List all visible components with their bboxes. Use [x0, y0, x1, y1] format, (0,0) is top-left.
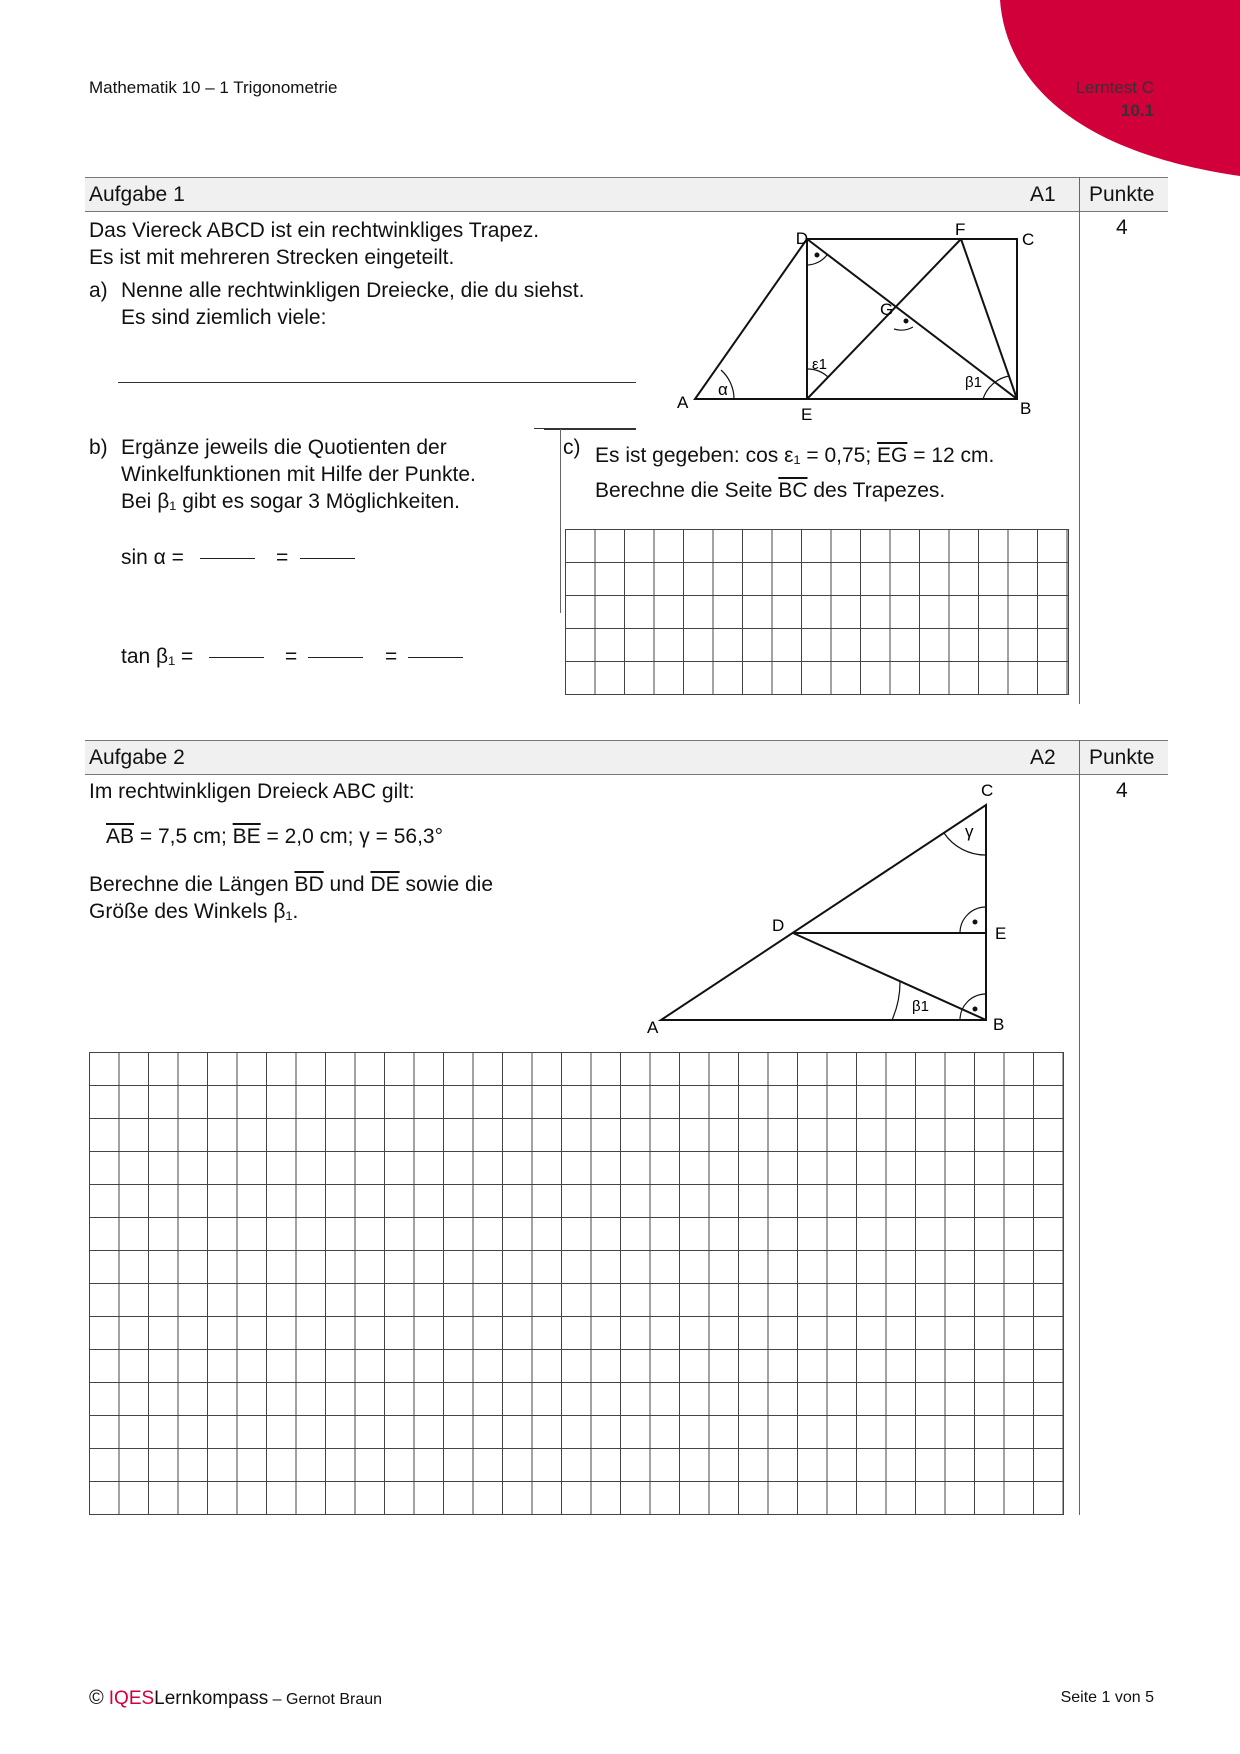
- segment-de: $\overline{DE}$: [370, 873, 400, 896]
- fig1-label-g: G: [880, 300, 894, 319]
- triangle-figure: [640, 775, 1020, 1040]
- task2-points-divider: [1079, 740, 1080, 1515]
- sin-fraction-1[interactable]: [200, 558, 255, 559]
- task1-c-task-suffix: des Trapezes.: [813, 479, 946, 502]
- task2-intro: Im rechtwinkligen Dreieck ABC gilt:: [89, 780, 415, 803]
- task1-a-line2: Es sind ziemlich viele:: [121, 306, 327, 329]
- task1-b-top-line: [544, 429, 636, 430]
- tan-fraction-2[interactable]: [308, 657, 363, 658]
- fig2-label-e: E: [995, 924, 1007, 943]
- segment-be: $\overline{BE}$: [232, 825, 261, 848]
- fig2-label-d: D: [772, 916, 785, 935]
- tan-fraction-3[interactable]: [408, 657, 463, 658]
- fig2-label-c: C: [981, 781, 994, 800]
- fig1-label-c: C: [1022, 230, 1035, 249]
- task1-points: 4: [1116, 216, 1128, 239]
- tan-equals-1: =: [285, 645, 298, 668]
- task1-b-hint-prefix: Bei: [121, 490, 158, 513]
- task1-c-given: [595, 442, 994, 469]
- task2-points: 4: [1116, 779, 1128, 802]
- fig1-label-e: E: [801, 405, 813, 420]
- task1-a-line1: Nenne alle rechtwinkligen Dreiecke, die du siehst.: [121, 279, 585, 302]
- footer-author: – Gernot Braun: [268, 1691, 383, 1708]
- task2-given-ab-value: = 7,5 cm;: [139, 825, 227, 848]
- task1-c-task-prefix: Berechne die Seite: [595, 479, 773, 502]
- task1-c-given-prefix: Es ist gegeben: cos ε₁ = 0,75;: [595, 444, 872, 467]
- task1-b-beta: β₁: [157, 490, 177, 513]
- task2-given: [106, 823, 443, 850]
- right-angle-dot-e: [973, 920, 978, 925]
- fig2-angle-beta1: β1: [912, 998, 929, 1015]
- footer-brand: [89, 1687, 382, 1710]
- task1-b-hint-suffix: gibt es sogar 3 Möglichkeiten.: [176, 490, 461, 513]
- task1-points-label: Punkte: [1089, 183, 1155, 206]
- task1-c-answer-grid[interactable]: [565, 529, 1069, 695]
- right-angle-dot-b: [973, 1007, 978, 1012]
- task1-points-divider: [1079, 177, 1080, 704]
- copyright-icon: ©: [89, 1687, 104, 1709]
- task1-c-marker: c): [563, 436, 581, 459]
- tan-equals-2: =: [385, 645, 398, 668]
- task1-a-text: [121, 277, 584, 331]
- fig2-angle-gamma: γ: [965, 822, 974, 841]
- segment-eg: $\overline{EG}$: [877, 444, 908, 467]
- trapezoid-figure: [660, 215, 1060, 420]
- task2-title: Aufgabe 2: [89, 746, 185, 769]
- task2-header-bar: [85, 740, 1168, 775]
- right-angle-dot-d: [815, 253, 820, 258]
- task1-intro-line1: Das Viereck ABCD ist ein rechtwinkliges Trapez.: [89, 219, 540, 242]
- fig1-label-a: A: [677, 393, 689, 412]
- footer-page-number: Seite 1 von 5: [1060, 1689, 1154, 1706]
- sin-equals: =: [276, 546, 289, 569]
- task1-a-marker: a): [89, 279, 108, 302]
- header-test-number: 10.1: [1120, 101, 1154, 120]
- task2-task-line2: Größe des Winkels β₁.: [89, 900, 299, 923]
- task2-task-und: und: [329, 873, 365, 896]
- task1-b-line2: Winkelfunktionen mit Hilfe der Punkte.: [121, 463, 476, 486]
- segment-bc: $\overline{BC}$: [778, 479, 808, 502]
- task1-c-task: [595, 477, 945, 504]
- right-angle-dot-g: [904, 319, 909, 324]
- segment-ab: $\overline{AB}$: [106, 825, 135, 848]
- task2-task-prefix: Berechne die Längen: [89, 873, 289, 896]
- task1-a-answer-line[interactable]: [118, 382, 636, 383]
- task1-b-marker: b): [89, 436, 108, 459]
- fig1-label-f: F: [955, 220, 966, 239]
- brand-iqes: IQES: [108, 1688, 155, 1709]
- task1-header-bar: [85, 177, 1168, 212]
- tan-beta1-label: tan β₁ =: [121, 645, 194, 668]
- fig2-label-b: B: [993, 1015, 1005, 1034]
- fig1-angle-eps1: ε1: [812, 356, 828, 373]
- task2-task-line1: [89, 871, 493, 898]
- tan-fraction-1[interactable]: [209, 657, 264, 658]
- sin-fraction-2[interactable]: [300, 558, 355, 559]
- brand-lernkompass: Lernkompass: [154, 1688, 269, 1709]
- fig1-label-d: D: [795, 229, 808, 248]
- task2-given-be-value: = 2,0 cm; γ = 56,3°: [266, 825, 444, 848]
- task1-b-text: [121, 434, 476, 515]
- task2-points-label: Punkte: [1089, 746, 1155, 769]
- task1-title: Aufgabe 1: [89, 183, 185, 206]
- task1-code: A1: [1030, 183, 1056, 206]
- fig2-label-a: A: [647, 1018, 659, 1037]
- task2-code: A2: [1030, 746, 1056, 769]
- task1-intro: [89, 217, 539, 271]
- segment-bd: $\overline{BD}$: [294, 873, 324, 896]
- fig1-angle-beta1: β1: [965, 374, 982, 391]
- task1-b-line1: Ergänze jeweils die Quotienten der: [121, 436, 447, 459]
- fig1-angle-alpha: α: [718, 380, 728, 399]
- task2-answer-grid[interactable]: [89, 1052, 1064, 1515]
- task1-intro-line2: Es ist mit mehreren Strecken eingeteilt.: [89, 246, 455, 269]
- task2-task-suffix: sowie die: [405, 873, 494, 896]
- sin-alpha-label: sin α =: [121, 546, 184, 569]
- task1-b-line3: [121, 488, 476, 515]
- task1-bc-divider: [560, 429, 561, 613]
- header-test-name: Lerntest C: [1075, 78, 1154, 97]
- header-subject: Mathematik 10 – 1 Trigonometrie: [89, 78, 338, 97]
- fig1-label-b: B: [1020, 399, 1032, 418]
- task1-c-given-suffix: = 12 cm.: [913, 444, 995, 467]
